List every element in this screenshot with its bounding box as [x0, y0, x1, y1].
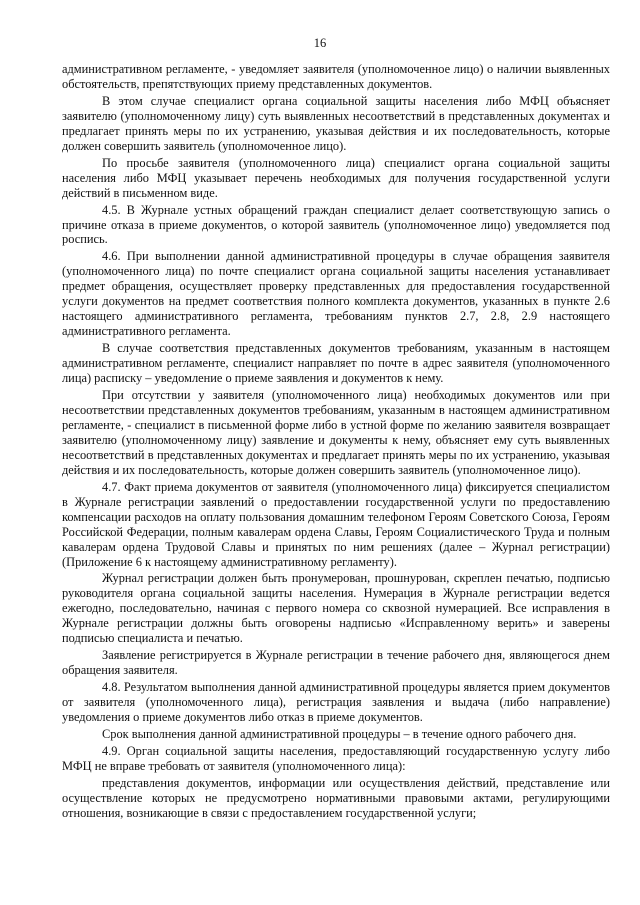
- paragraph: Заявление регистрируется в Журнале регистрации в течение рабочего дня, являющегося днем обращения заявителя.: [62, 648, 610, 678]
- document-body: [62, 62, 610, 823]
- paragraph: 4.9. Орган социальной защиты населения, предоставляющий государственную услугу либо МФЦ не вправе требовать от заявителя (уполномоченного лица):: [62, 743, 610, 773]
- page-number: 16: [313, 36, 327, 50]
- paragraph: представления документов, информации или осуществления действий, представление или осуществление которых не предусмотрено нормативными правовыми актами, регулирующими отношения, возникающие в связи с предоставлением государственной услуги;: [62, 775, 610, 820]
- paragraph: Срок выполнения данной административной процедуры – в течение одного рабочего дня.: [102, 726, 577, 741]
- paragraph: В этом случае специалист органа социальной защиты населения либо МФЦ объясняет заявителю (уполномоченному лицу) суть выявленных несоответствий в представленных документах и предлагает принять меры по их устранению, указывая действия и их последовательность, которые должен совершить заявитель (уполномоченное лицо).: [62, 93, 610, 153]
- paragraph: При отсутствии у заявителя (уполномоченного лица) необходимых документов или при несоответствии представленных документов требованиям, указанным в настоящем административном регламенте, - специалист в письменной форме либо в устной форме по желанию заявителя возвращает заявителю (уполномоченному лицу) заявление и документы к нему, объясняет ему суть выявленных несоответствий в представленных документах и предлагает принять меры по их устранению, указывая действия и их последовательность, которые должен совершить заявитель (уполномоченное лицо).: [62, 388, 610, 477]
- paragraph: 4.8. Результатом выполнения данной административной процедуры является прием документов от заявителя (уполномоченного лица), регистрация заявления и выдача (либо направление) уведомления о приеме документов либо отказ в приеме документов.: [62, 680, 610, 725]
- paragraph: Журнал регистрации должен быть пронумерован, прошнурован, скреплен печатью, подписью руководителя органа социальной защиты населения. Нумерация в Журнале регистрации ведется ежегодно, последовательно, начиная с первого номера со сквозной нумерацией. Все исправления в Журнале регистрации должны быть оговорены надписью «Исправленному верить» и заверены подписью специалиста и печатью.: [62, 571, 610, 646]
- paragraph: 4.6. При выполнении данной административной процедуры в случае обращения заявителя (уполномоченного лица) по почте специалист органа социальной защиты населения устанавливает предмет обращения, осуществляет проверку представленных для предоставления государственной услуги документов на предмет соответствия полного комплекта документов, указанных в пункте 2.6 настоящего административного регламента, требованиям пунктов 2.7, 2.8, 2.9 настоящего административного регламента.: [62, 249, 610, 339]
- paragraph: административном регламенте, - уведомляет заявителя (уполномоченное лицо) о наличии выявленных обстоятельств, препятствующих приему представленных документов.: [62, 62, 610, 91]
- paragraph: В случае соответствия представленных документов требованиям, указанным в настоящем административном регламенте, специалист направляет по почте в адрес заявителя (уполномоченного лица) расписку – уведомление о приеме заявления и документов к нему.: [62, 341, 610, 386]
- paragraph: По просьбе заявителя (уполномоченного лица) специалист органа социальной защиты населения либо МФЦ указывает перечень необходимых для получения государственной услуги действий в письменном виде.: [62, 155, 610, 200]
- paragraph: 4.7. Факт приема документов от заявителя (уполномоченного лица) фиксируется специалистом в Журнале регистрации заявлений о предоставлении государственной услуги по предоставлению компенсации расходов на оплату пользования домашним телефоном Героям Советского Союза, Героям Российской Федерации, полным кавалерам ордена Славы, Героям Социалистического Труда и полным кавалерам ордена Трудовой Славы и принятых по ним решениях (далее – Журнал регистрации) (Приложение 6 к настоящему административному регламенту).: [62, 479, 610, 569]
- paragraph: 4.5. В Журнале устных обращений граждан специалист делает соответствующую запись о причине отказа в приеме документов, о которой заявитель (уполномоченное лицо) уведомляется под роспись.: [62, 202, 610, 247]
